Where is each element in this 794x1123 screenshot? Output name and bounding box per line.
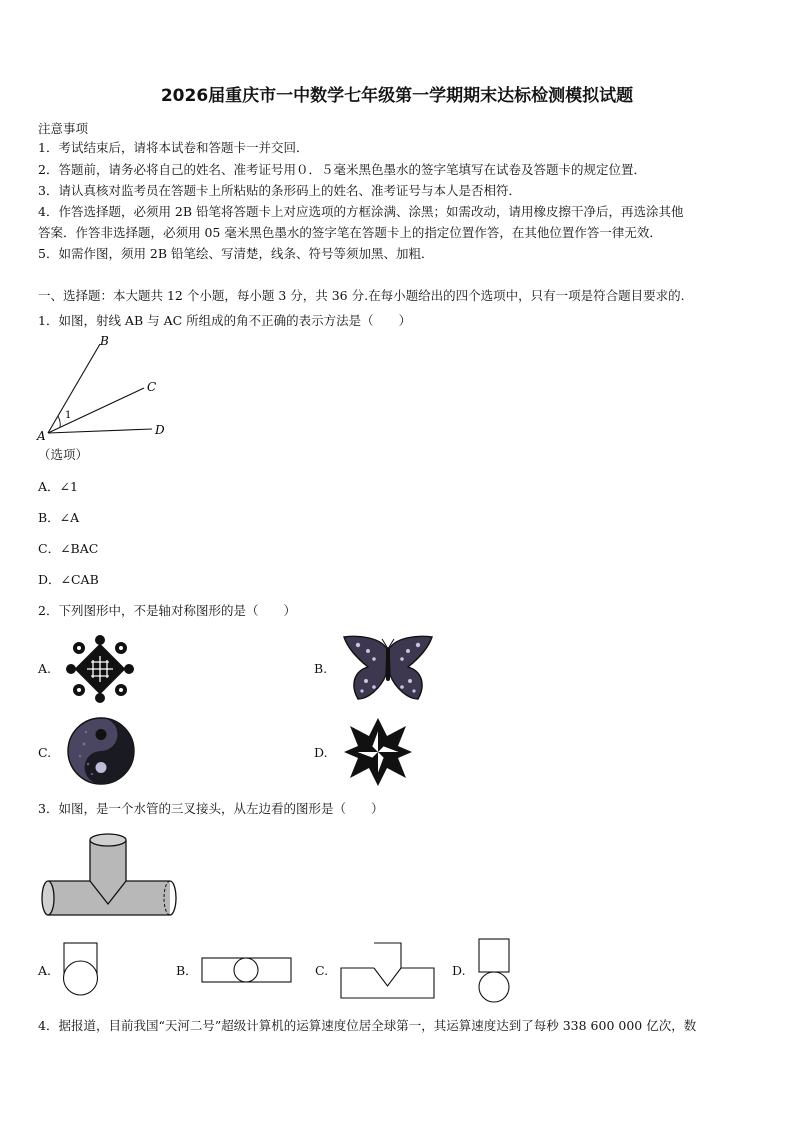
ray-ab <box>48 344 100 433</box>
label-b: B <box>100 334 109 348</box>
ray-ad <box>48 429 152 433</box>
note-item-3: 3．请认真核对监考员在答题卡上所粘贴的条形码上的姓名、准考证号与本人是否相符． <box>38 183 521 198</box>
page-title: 2026届重庆市一中数学七年级第一学期期末达标检测模拟试题 <box>160 86 634 106</box>
q1-option-a: A．∠1 <box>38 479 78 494</box>
q2-label-d: D. <box>314 745 328 760</box>
q3-label-d: D. <box>452 963 466 978</box>
q2-label-a: A. <box>38 661 52 676</box>
section-heading: 一、选择题：本大题共 12 个小题，每小题 3 分，共 36 分.在每小题给出的四个选项中，只有一项是符合题目要求的. <box>38 288 685 303</box>
q3-label-c: C. <box>315 963 329 978</box>
label-c: C <box>147 380 157 394</box>
note-item-4: 4．作答选择题，必须用 2B 铅笔将答题卡上对应选项的方框涂满、涂黑；如需改动，请用橡皮擦干净后，再选涂其他 <box>38 204 684 219</box>
q1-stem: 1．如图，射线 AB 与 AC 所组成的角不正确的表示方法是（ ） <box>38 313 412 328</box>
angle-arc <box>58 416 60 427</box>
q3-stem: 3．如图，是一个水管的三叉接头，从左边看的图形是（ ） <box>38 801 384 816</box>
butterfly-image <box>340 633 436 705</box>
note-item-5: 5．如需作图，须用 2B 铅笔绘、写清楚，线条、符号等须加黑、加粗． <box>38 246 434 261</box>
q3-option-a-figure <box>60 940 104 1002</box>
q1-option-c: C．∠BAC <box>38 541 99 556</box>
q3-label-a: A. <box>38 963 52 978</box>
notes-heading: 注意事项 <box>38 121 89 136</box>
ray-ac <box>48 388 144 433</box>
label-a: A <box>37 429 46 443</box>
star-pattern-image <box>342 716 414 788</box>
q3-label-b: B． <box>176 963 198 978</box>
q4-stem: 4．据报道，目前我国“天河二号”超级计算机的运算速度位居全球第一，其运算速度达到了每秒 338 600 000 亿次，数 <box>38 1018 697 1033</box>
pipe-tee-figure <box>38 828 178 924</box>
label-d: D <box>155 423 165 437</box>
yin-yang-image <box>66 716 136 786</box>
q1-angle-figure <box>34 330 174 445</box>
label-angle-1: 1 <box>65 410 72 421</box>
chinese-knot-image <box>65 634 135 704</box>
note-item-4-cont: 答案．作答非选择题，必须用 05 毫米黑色墨水的签字笔在答题卡上的指定位置作答，在其他位置作答一律无效． <box>38 225 662 240</box>
q2-label-b: B. <box>314 661 328 676</box>
note-item-2: 2．答题前，请务必将自己的姓名、准考证号用０．５毫米黑色墨水的签字笔填写在试卷及答题卡的规定位置． <box>38 162 646 177</box>
note-item-1: 1．考试结束后，请将本试卷和答题卡一并交回． <box>38 140 309 155</box>
q3-option-b-figure <box>200 955 295 985</box>
q3-option-d-figure <box>474 936 514 1004</box>
q1-option-b: B．∠A <box>38 510 80 525</box>
q2-stem: 2．下列图形中，不是轴对称图形的是（ ） <box>38 603 296 618</box>
q2-label-c: C. <box>38 745 52 760</box>
q1-caption: （选项） <box>38 447 89 462</box>
q1-option-d: D．∠CAB <box>38 572 99 587</box>
q3-option-c-figure <box>338 940 438 1002</box>
